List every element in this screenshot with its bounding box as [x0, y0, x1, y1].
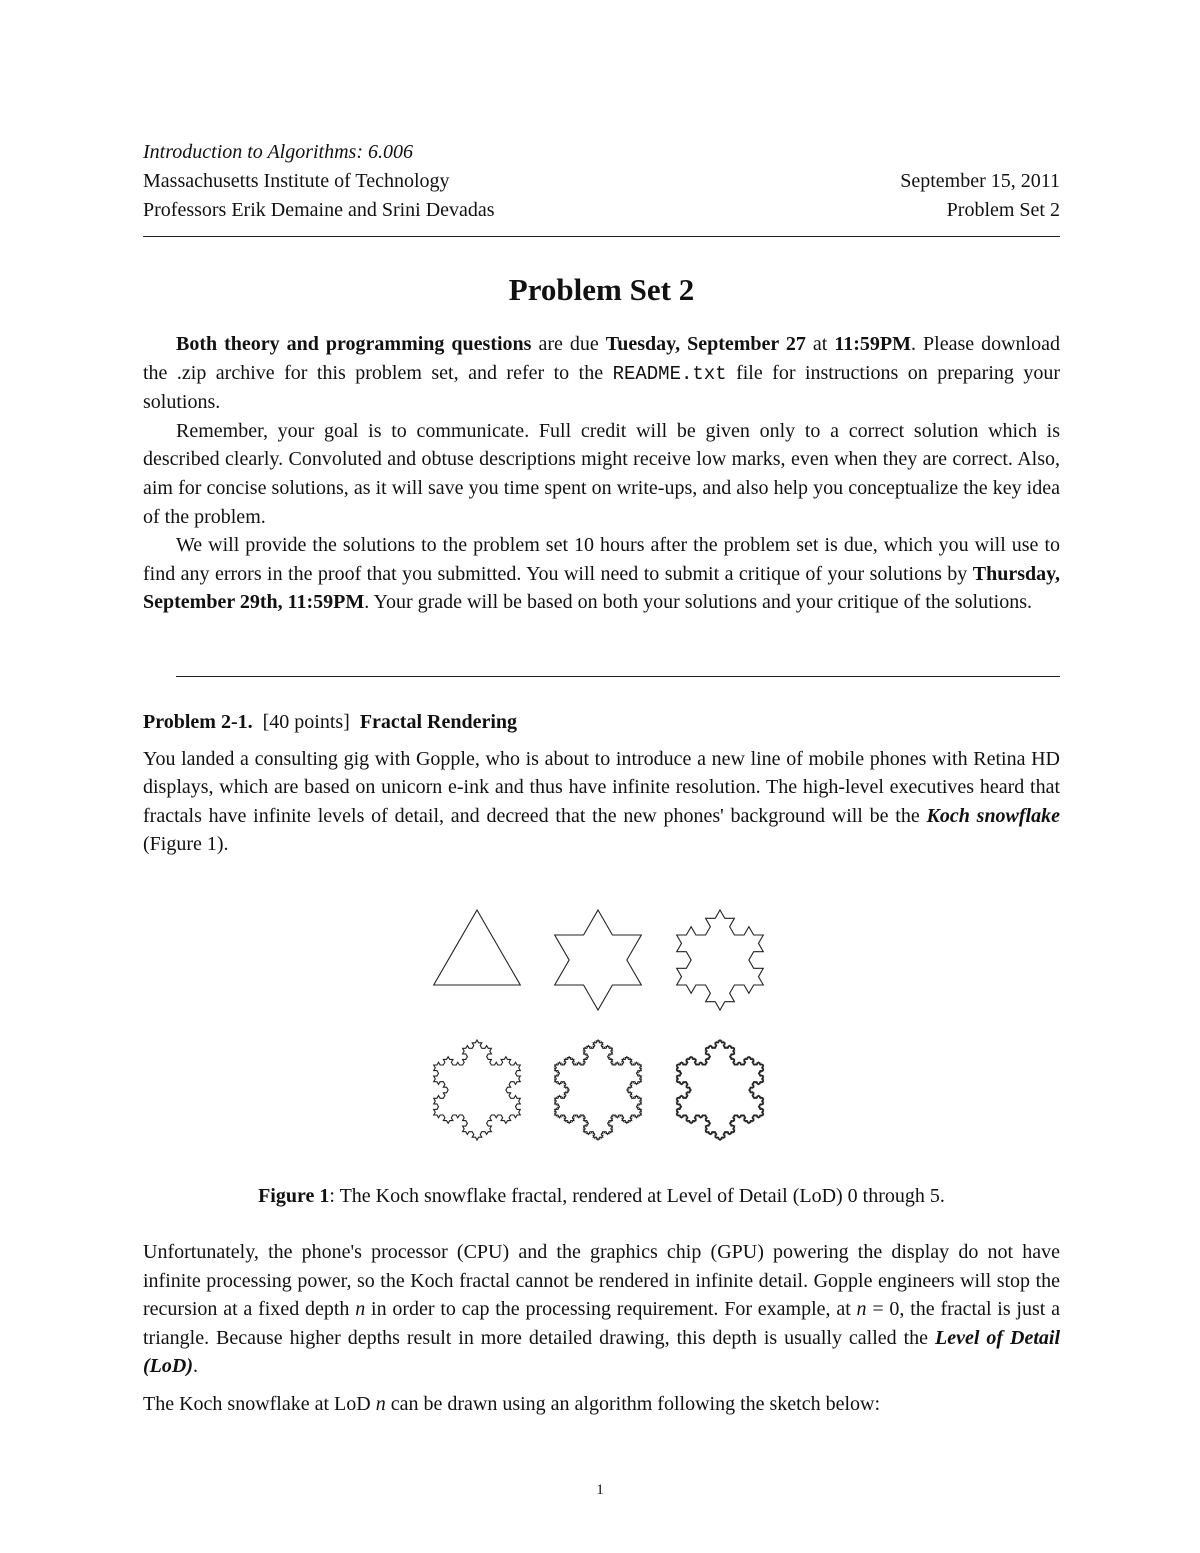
problem-2-1 — [143, 708, 1060, 859]
due-time: 11:59PM — [834, 333, 912, 355]
page-header — [143, 138, 1060, 225]
date: September 15, 2011 — [900, 170, 1060, 192]
problem-paragraph: You landed a consulting gig with Gopple, who is about to introduce a new line of mobile phones with Retina HD displays, which are based on unicorn e-ink and thus have infinite resolution. The high-level executives heard that fractals have infinite levels of detail, and decreed that the new phones' background will be the Koch snowflake (Figure 1). — [143, 747, 1060, 856]
koch-snowflake-lod-3 — [434, 1040, 521, 1140]
lod-term: Level of Detail (LoD) — [143, 1326, 1060, 1378]
koch-snowflake-diagram — [410, 892, 790, 1152]
intro-paragraph-due: Both theory and programming questions are due Tuesday, September 27 at 11:59PM. Please download the .zip archive for this problem set, and refer to the README.txt file for instructions on preparing your solutions. — [143, 333, 1060, 414]
intro-paragraph-communicate: Remember, your goal is to communicate. Full credit will be given only to a correct solution which is described clearly. Convoluted and obtuse descriptions might receive low marks, even when they are correct. Also, aim for concise solutions, as it will save you time spent on write-ups, and also help you conceptualize the key idea of the problem. — [143, 419, 1060, 528]
page-title: Problem Set 2 — [508, 272, 695, 307]
intro-section — [143, 330, 1060, 617]
problem-heading: Problem 2-1. [40 points] Fractal Rendering — [143, 711, 518, 733]
koch-snowflake-lod-2 — [677, 910, 764, 1010]
critique-deadline: Thursday, September 29th, 11:59PM — [143, 562, 1060, 614]
koch-snowflake-lod-0 — [434, 910, 521, 985]
section-divider — [176, 676, 1060, 677]
problem-name: Fractal Rendering — [359, 711, 518, 733]
koch-snowflake-lod-5 — [677, 1040, 764, 1140]
koch-snowflake-term: Koch snowflake — [926, 804, 1060, 827]
professors: Professors Erik Demaine and Srini Devadas — [143, 199, 495, 221]
intro-paragraph-critique: We will provide the solutions to the problem set 10 hours after the problem set is due, which you will use to find any errors in the proof that you submitted. You will need to submit a critique of your solutions by Thursday, September 29th, 11:59PM. Your grade will be based on both your solutions and your critique of the solutions. — [143, 534, 1060, 614]
koch-snowflake-lod-1 — [555, 910, 642, 1010]
page-number: 1 — [596, 1482, 604, 1498]
body-paragraph-lod: Unfortunately, the phone's processor (CPU) and the graphics chip (GPU) powering the display do not have infinite processing power, so the Koch fractal cannot be rendered in infinite detail. Gopple engineers will stop the recursion at a fixed depth n in order to cap the processing requirement. For example, at n = 0, the fractal is just a triangle. Because higher depths result in more detailed drawing, this depth is usually called the Level of Detail (LoD). — [143, 1241, 1060, 1378]
readme-filename: README.txt — [612, 362, 727, 385]
due-date: Tuesday, September 27 — [605, 333, 806, 355]
header-divider — [143, 236, 1060, 237]
koch-snowflake-lod-4 — [555, 1040, 642, 1140]
pset-label: Problem Set 2 — [946, 199, 1060, 221]
course-title: Introduction to Algorithms: 6.006 — [143, 141, 413, 163]
institution: Massachusetts Institute of Technology — [143, 170, 450, 192]
body-paragraph-algorithm: The Koch snowflake at LoD n can be drawn using an algorithm following the sketch below: — [143, 1392, 881, 1415]
figure-caption: Figure 1: The Koch snowflake fractal, rendered at Level of Detail (LoD) 0 through 5. — [258, 1185, 945, 1207]
koch-snowflake-figure — [410, 892, 790, 1152]
bold-text: Both theory and programming questions — [176, 333, 532, 355]
body-section — [143, 1238, 1060, 1428]
